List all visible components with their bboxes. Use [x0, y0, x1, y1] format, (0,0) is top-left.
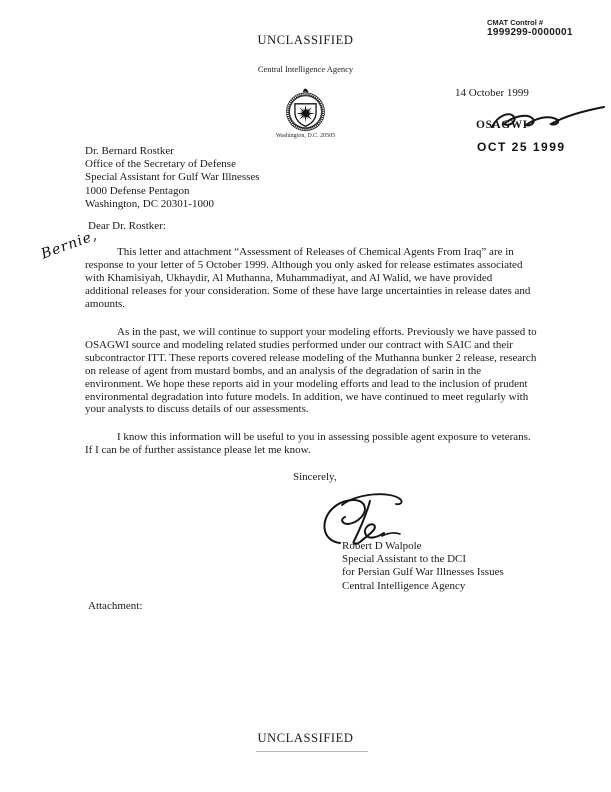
osagwi-stamp-text: OSAGWI	[476, 119, 528, 131]
cia-seal-icon	[282, 88, 329, 132]
recipient-line: Office of the Secretary of Defense	[85, 158, 236, 171]
handwritten-margin-note: Bernie,	[39, 227, 100, 263]
closing-salutation: Sincerely,	[293, 471, 337, 483]
body-paragraph: As in the past, we will continue to support your modeling efforts. Previously we have passed to OSAGWI source and modeling related studies performed under our contract with SAIC and their subcontractor ITT. These reports covered release modeling of the Muthanna bunker 2 release, research on release of agent from mustard bombs, and an analysis of the degradation of sarin in the environment. We hope these reports aid in your modeling efforts and lead to the inclusion of prudent environmental degradation into future models. In addition, we have continued to meet regularly with your analysts to discuss details of our assessments.	[85, 326, 537, 416]
salutation: Dear Dr. Rostker:	[88, 220, 166, 232]
attachment-label: Attachment:	[88, 600, 143, 612]
signature-block	[342, 540, 504, 593]
agency-letterhead: Central Intelligence Agency	[257, 64, 354, 74]
letter-date: 14 October 1999	[455, 87, 529, 99]
cmat-control-block	[487, 18, 573, 38]
agency-address: Washington, D.C. 20505	[275, 133, 336, 139]
classification-header: UNCLASSIFIED	[257, 33, 354, 47]
signer-title: for Persian Gulf War Illnesses Issues	[342, 566, 504, 579]
signer-org: Central Intelligence Agency	[342, 579, 466, 592]
cmat-control-number: 1999299-0000001	[487, 27, 573, 38]
footer-rule	[256, 751, 368, 752]
signer-name: Robert D Walpole	[342, 540, 422, 552]
recipient-line: Special Assistant for Gulf War Illnesses	[85, 171, 260, 184]
recipient-line: Dr. Bernard Rostker	[85, 145, 174, 157]
recipient-line: 1000 Defense Pentagon	[85, 184, 190, 197]
body-paragraph: I know this information will be useful to you in assessing possible agent exposure to veterans. If I can be of further assistance please let me know.	[85, 431, 531, 456]
received-date-stamp: OCT 25 1999	[477, 140, 566, 154]
handwritten-signature	[312, 491, 427, 547]
recipient-address-block	[85, 145, 260, 211]
classification-footer: UNCLASSIFIED	[257, 731, 354, 745]
recipient-line: Washington, DC 20301-1000	[85, 197, 214, 210]
signer-title: Special Assistant to the DCI	[342, 553, 467, 566]
body-paragraph: This letter and attachment “Assessment of Releases of Chemical Agents From Iraq” are in response to your letter of 5 October 1999. Although you only asked for release estimates associated with Khamisiyah, Ukhaydir, Al Muthanna, Muhammadiyat, and Al Walid, we have provided additional releases for your consideration. Some of these have large uncertainties in release dates and amounts.	[85, 246, 531, 310]
cmat-control-label: CMAT Control #	[487, 18, 544, 27]
osagwi-initials-scribble	[488, 103, 608, 133]
